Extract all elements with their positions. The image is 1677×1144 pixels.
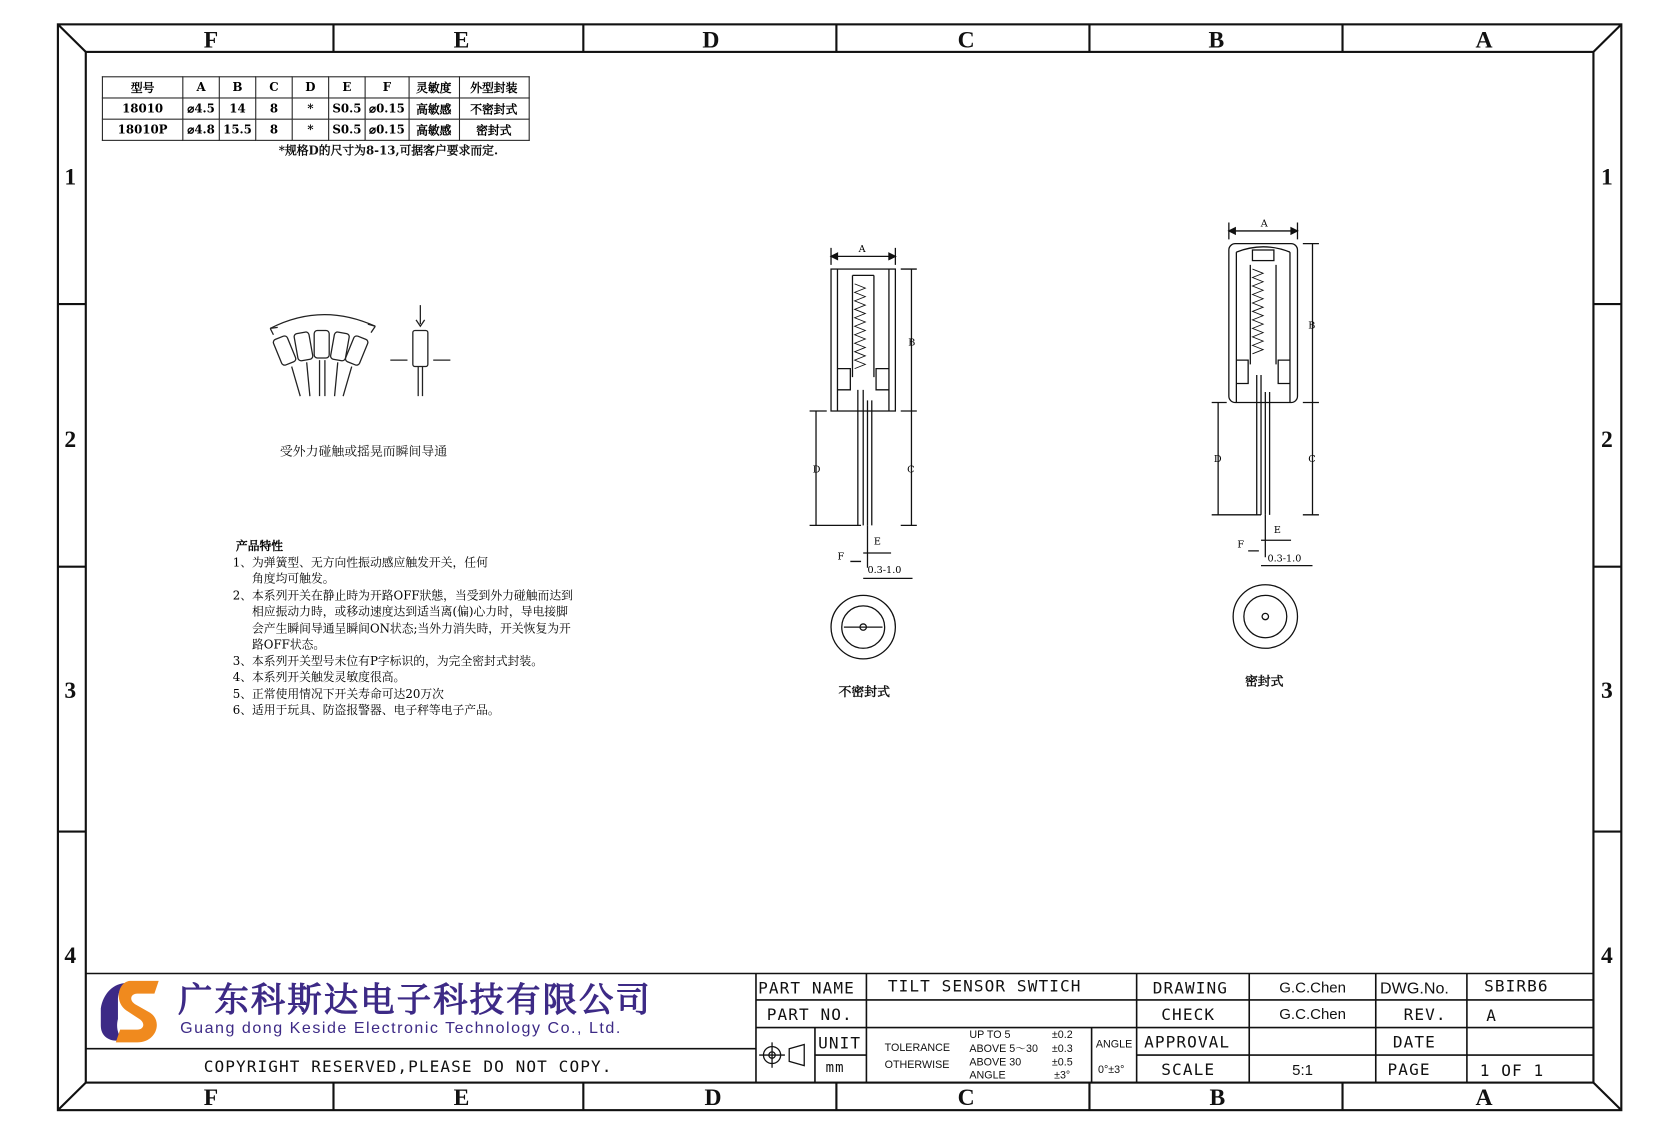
- header-a: A: [183, 77, 219, 98]
- drawing-label: DRAWING: [1152, 978, 1229, 998]
- cell-f: ⌀0.15: [365, 98, 408, 119]
- check-label: CHECK: [1161, 1005, 1216, 1025]
- zone-top-d: D: [702, 26, 720, 53]
- spec-table-note: *规格D的尺寸为8-13,可据客户要求而定.: [278, 144, 499, 158]
- zone-bottom-a: A: [1475, 1083, 1493, 1111]
- dim-d-label: D: [1213, 453, 1222, 465]
- item-number: 2、: [232, 588, 252, 603]
- dim-d-label: D: [812, 464, 821, 476]
- item-number: 6、: [232, 703, 252, 718]
- scale-value: 5:1: [1292, 1061, 1313, 1079]
- unsealed-caption: 不密封式: [838, 684, 891, 700]
- sealed-caption: 密封式: [1244, 673, 1284, 689]
- header-c: C: [256, 77, 292, 98]
- cell-c: 8: [256, 98, 292, 119]
- cell-sensitivity: 高敏感: [409, 119, 459, 140]
- header-package: 外型封装: [459, 77, 529, 98]
- features-list: [233, 555, 573, 719]
- check-by: G.C.Chen: [1279, 1005, 1347, 1023]
- cell-package: 密封式: [459, 119, 529, 140]
- zone-top-c: C: [957, 26, 975, 53]
- zone-bottom-b: B: [1209, 1083, 1226, 1111]
- dim-e-label: E: [873, 536, 881, 548]
- list-item: [233, 653, 573, 669]
- zone-top-e: E: [453, 26, 470, 53]
- item-number: 4、: [232, 670, 252, 685]
- item-line: 角度均可触发。: [251, 572, 335, 586]
- cell-d: *: [292, 98, 328, 119]
- company-logo-icon: [94, 977, 169, 1047]
- zone-bottom-d: D: [704, 1083, 722, 1111]
- item-number: 5、: [232, 686, 252, 701]
- dim-c-label: C: [1308, 453, 1316, 465]
- item-number: 3、: [232, 654, 252, 668]
- header-b: B: [219, 77, 255, 98]
- header-d: D: [292, 77, 328, 98]
- dim-b-label: B: [1308, 320, 1316, 332]
- angle-row-label: ANGLE: [969, 1069, 1006, 1082]
- tol-range-1: UP TO 5: [969, 1029, 1011, 1042]
- zone-left-4: 4: [64, 941, 77, 969]
- zone-left-1: 1: [64, 163, 77, 190]
- zone-right-2: 2: [1600, 425, 1613, 453]
- item-line: 正常使用情况下开关寿命可达20万次: [251, 686, 444, 701]
- zone-right-4: 4: [1600, 941, 1613, 969]
- item-line: 会产生瞬间导通呈瞬间ON状态;当外力消失時，开关恢复为开: [251, 621, 571, 636]
- copyright-notice: COPYRIGHT RESERVED,PLEASE DO NOT COPY.: [203, 1057, 613, 1077]
- rev-label: REV.: [1403, 1005, 1447, 1025]
- list-item: [233, 686, 573, 702]
- page-label: PAGE: [1387, 1060, 1431, 1080]
- dwg-no-label: DWG.No.: [1380, 979, 1449, 998]
- zone-bottom-c: C: [957, 1083, 975, 1111]
- header-model: 型号: [102, 77, 182, 98]
- tol-range-3: ABOVE 30: [969, 1057, 1022, 1069]
- spec-table-header: [102, 77, 528, 98]
- cell-e: S0.5: [329, 98, 366, 119]
- angle-header: ANGLE: [1095, 1039, 1133, 1051]
- unit-label: UNIT: [818, 1033, 862, 1053]
- dim-pitch-label: 0.3-1.0: [1267, 553, 1302, 565]
- tolerance-otherwise-label: OTHERWISE: [884, 1059, 950, 1071]
- angle-row-value: ±3°: [1054, 1069, 1071, 1082]
- list-item: [233, 669, 573, 685]
- tol-range-2: ABOVE 5～30: [969, 1043, 1038, 1056]
- dim-pitch-label: 0.3-1.0: [867, 565, 902, 577]
- unsealed-sensor-drawing: [799, 242, 928, 676]
- item-line: 相应振动力時，或移动速度达到适当离(偏)心力时，导电接脚: [251, 604, 568, 619]
- approval-label: APPROVAL: [1144, 1032, 1231, 1052]
- spec-table: [102, 76, 529, 141]
- item-line: 本系列开关在静止時为开路OFF狀態，当受到外力碰触而达到: [251, 588, 573, 603]
- part-name-value: TILT SENSOR SWTICH: [887, 976, 1082, 996]
- features-title: 产品特性: [235, 539, 284, 553]
- page-value: 1 OF 1: [1479, 1061, 1545, 1081]
- drawing-by: G.C.Chen: [1279, 978, 1347, 996]
- zone-top-b: B: [1208, 26, 1225, 53]
- unit-value: mm: [825, 1060, 845, 1077]
- item-line: 为弹簧型、无方向性振动感应触发开关，任何: [251, 555, 488, 570]
- list-item: [233, 555, 573, 588]
- cell-a: ⌀4.5: [183, 98, 219, 119]
- dim-b-label: B: [908, 337, 916, 349]
- zone-right-3: 3: [1600, 676, 1613, 704]
- part-no-label: PART NO.: [766, 1005, 853, 1025]
- list-item: [233, 587, 573, 653]
- item-line: 适用于玩具、防盗报警器、电子秤等电子产品。: [251, 703, 500, 718]
- tilt-motion-illustration: [257, 297, 471, 414]
- upright-sensor-icon: [390, 305, 450, 396]
- cell-a: ⌀4.8: [183, 119, 219, 140]
- table-row: [102, 98, 528, 119]
- dwg-no-value: SBIRB6: [1484, 976, 1549, 996]
- tol-value-3: ±0.5: [1051, 1057, 1073, 1069]
- angle-tolerance: 0°±3°: [1098, 1064, 1125, 1077]
- dim-f-label: F: [1237, 539, 1245, 551]
- sealed-sensor-drawing: [1201, 216, 1330, 661]
- header-sensitivity: 灵敏度: [409, 77, 459, 98]
- cell-c: 8: [256, 119, 292, 140]
- dim-a-label: A: [1260, 218, 1268, 230]
- cell-package: 不密封式: [459, 98, 529, 119]
- spring-icon: [855, 284, 866, 369]
- scale-label: SCALE: [1161, 1060, 1216, 1080]
- cell-b: 15.5: [219, 119, 255, 140]
- zone-bottom-e: E: [453, 1083, 470, 1111]
- cell-model: 18010P: [102, 119, 182, 140]
- item-line: 路OFF状态。: [251, 637, 326, 652]
- tilted-sensor-icon: [272, 331, 368, 397]
- company-name-cn: 广东科斯达电子科技有限公司: [178, 979, 652, 1021]
- item-line: 本系列开关型号未位有P字标识的，为完全密封式封装。: [251, 654, 544, 668]
- cell-b: 14: [219, 98, 255, 119]
- cell-f: ⌀0.15: [365, 119, 408, 140]
- zone-top-f: F: [203, 26, 219, 53]
- date-label: DATE: [1392, 1032, 1436, 1052]
- zone-bottom-f: F: [203, 1083, 219, 1111]
- company-name-en: Guang dong Keside Electronic Technology Co., Ltd.: [180, 1019, 622, 1038]
- zone-left-2: 2: [64, 425, 77, 453]
- list-item: [233, 702, 573, 718]
- item-line: 本系列开关触发灵敏度很高。: [251, 670, 406, 685]
- zone-left-3: 3: [64, 676, 77, 704]
- projection-symbol-icon: [759, 1042, 804, 1067]
- features-block: [233, 538, 573, 719]
- zone-top-a: A: [1475, 26, 1493, 53]
- spring-icon: [1252, 269, 1263, 354]
- header-e: E: [329, 77, 366, 98]
- rev-value: A: [1486, 1006, 1497, 1026]
- cell-sensitivity: 高敏感: [409, 98, 459, 119]
- dim-c-label: C: [907, 464, 915, 476]
- tol-value-1: ±0.2: [1051, 1029, 1073, 1042]
- cell-d: *: [292, 119, 328, 140]
- tol-value-2: ±0.3: [1051, 1043, 1073, 1056]
- table-row: [102, 119, 528, 140]
- dim-e-label: E: [1273, 524, 1281, 536]
- cell-e: S0.5: [329, 119, 366, 140]
- dim-f-label: F: [837, 551, 845, 563]
- part-name-label: PART NAME: [758, 978, 855, 998]
- header-f: F: [365, 77, 408, 98]
- zone-right-1: 1: [1600, 163, 1613, 190]
- swing-arc-icon: [270, 315, 375, 329]
- tolerance-label: TOLERANCE: [884, 1042, 951, 1055]
- motion-caption: 受外力碰触或摇晃而瞬间导通: [279, 443, 448, 459]
- dim-a-label: A: [858, 244, 866, 256]
- item-number: 1、: [232, 555, 252, 570]
- cell-model: 18010: [102, 98, 182, 119]
